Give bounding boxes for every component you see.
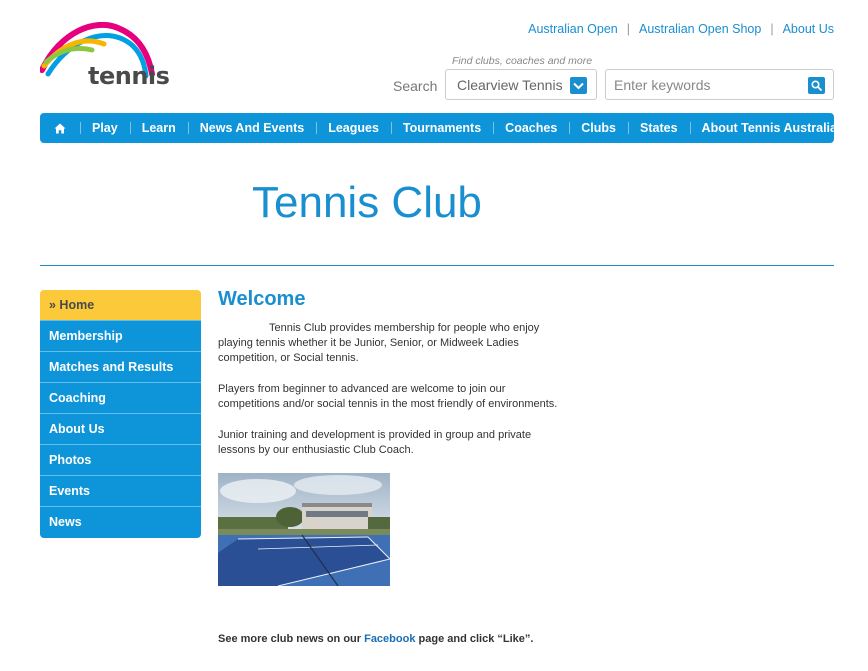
sidebar-item-photos[interactable]: Photos [40,445,201,476]
keyword-search-box [605,69,834,100]
nav-home[interactable] [40,113,80,143]
nav-about-tennis-australia[interactable]: About Tennis Australia [690,113,849,143]
search-icon[interactable] [808,77,825,94]
home-icon [54,123,66,134]
nav-learn[interactable]: Learn [130,113,188,143]
welcome-heading: Welcome [218,288,306,310]
tennis-logo[interactable] [40,22,170,94]
club-select-dropdown[interactable] [445,69,597,100]
sidebar-item-coaching[interactable]: Coaching [40,383,201,414]
club-select-value: Clearview Tennis [457,77,563,93]
top-link-about-us[interactable]: About Us [782,22,834,36]
news-suffix-text: page and click “Like”. [415,633,534,645]
sidebar-item-about-us[interactable]: About Us [40,414,201,445]
sidebar-item-membership[interactable]: Membership [40,321,201,352]
sidebar-item-home[interactable]: » Home [40,290,201,321]
chevron-down-icon[interactable] [570,77,587,94]
title-divider [40,265,834,266]
junior-paragraph: Junior training and development is provided in group and private lessons by our enthusiastic Club Coach. [218,429,532,456]
nav-leagues[interactable]: Leagues [316,113,391,143]
page-title: Tennis Club [252,178,482,227]
top-link-separator: | [626,22,631,36]
top-link-australian-open[interactable]: Australian Open [528,22,618,36]
search-label: Search [393,78,438,94]
nav-states[interactable]: States [628,113,690,143]
intro-paragraph: Tennis Club provides membership for people who enjoy playing tennis whether it be Junior, Senior, or Midweek Ladies competition, or Social tennis. [218,322,540,364]
sidebar-menu [40,290,201,538]
top-links [528,22,834,36]
search-input[interactable] [614,76,804,94]
sidebar-item-matches-and-results[interactable]: Matches and Results [40,352,201,383]
nav-play[interactable]: Play [80,113,130,143]
players-paragraph: Players from beginner to advanced are welcome to join our competitions and/or social tennis in the most friendly of environments. [218,383,558,410]
sidebar-item-events[interactable]: Events [40,476,201,507]
logo-wordmark: tennis [88,62,170,90]
top-link-separator: | [770,22,774,36]
top-link-australian-open-shop[interactable]: Australian Open Shop [639,22,762,36]
nav-news-and-events[interactable]: News And Events [188,113,316,143]
search-hint: Find clubs, coaches and more [452,55,593,67]
facebook-link[interactable]: Facebook [364,633,416,645]
nav-tournaments[interactable]: Tournaments [391,113,493,143]
nav-coaches[interactable]: Coaches [493,113,569,143]
sidebar-item-news[interactable]: News [40,507,201,538]
news-prefix-text: See more club news on our [218,633,365,645]
club-courts-photo [218,473,390,586]
main-navigation [40,113,837,143]
facebook-news-line [218,633,533,645]
nav-clubs[interactable]: Clubs [569,113,628,143]
